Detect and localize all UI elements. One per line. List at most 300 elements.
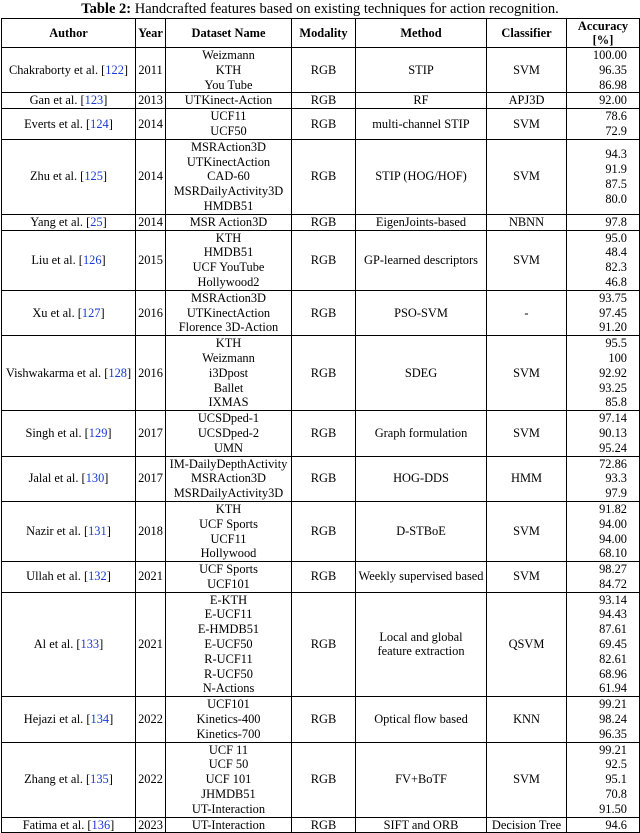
method-cell [356,742,487,817]
dataset-name: MSRAction3D [190,139,267,154]
citation-close: ] [107,425,112,440]
citation-close: ] [109,712,114,727]
dataset-name: UCSDped-1 [197,411,260,426]
dataset-name: UCF 101 [205,772,252,787]
accuracy-cell [567,592,640,697]
dataset-name: UCF101 [207,697,250,712]
dataset-name: JHMDB51 [201,787,256,802]
year-cell: 2013 [136,93,166,109]
table-row [2,139,640,214]
method-line: Optical flow based [374,712,468,727]
author-name: Zhang et al. [ [24,772,91,787]
accuracy-value: 91.50 [599,801,627,816]
author-cell [2,109,136,140]
method-cell [356,456,487,501]
method-line: Graph formulation [374,425,468,440]
classifier-cell: APJ3D [487,93,567,109]
dataset-cell [166,336,292,411]
method-cell [356,697,487,742]
year-cell: 2017 [136,456,166,501]
accuracy-value: 97.14 [599,411,627,426]
accuracy-value: 100.00 [592,48,627,62]
author-cell [2,93,136,109]
accuracy-cell [567,501,640,561]
dataset-name: MSRDailyActivity3D [173,486,284,501]
modality-cell: RGB [292,139,356,214]
dataset-name: i3Dpost [208,365,249,380]
method-cell [356,817,487,833]
accuracy-value: 72.86 [599,456,627,471]
dataset-name: KTH [215,336,242,351]
accuracy-cell [567,214,640,230]
author-cell [2,411,136,456]
dataset-name: UCF 50 [208,757,249,772]
method-line: STIP [408,62,434,77]
classifier-cell: SVM [487,336,567,411]
year-cell: 2022 [136,697,166,742]
dataset-name: MSRDailyActivity3D [173,184,284,199]
accuracy-value: 70.8 [605,787,627,802]
accuracy-cell [567,48,640,93]
dataset-name: MSR Action3D [189,214,268,229]
accuracy-value: 82.61 [599,651,627,666]
accuracy-value: 48.4 [605,245,627,260]
accuracy-value: 95.24 [599,440,627,455]
citation-link[interactable]: 134 [90,712,110,727]
year-cell: 2016 [136,336,166,411]
accuracy-value: 93.25 [599,380,627,395]
dataset-name: KTH [215,230,242,245]
method-cell [356,562,487,593]
accuracy-value: 84.72 [599,576,627,591]
accuracy-value: 92.00 [599,93,627,108]
author-name: Xu et al. [ [32,305,82,320]
citation-link[interactable]: 131 [88,524,107,539]
year-cell: 2018 [136,501,166,561]
method-cell [356,214,487,230]
author-cell [2,562,136,593]
accuracy-value: 100 [608,350,627,365]
accuracy-cell [567,139,640,214]
dataset-name: UCF Sports [199,562,258,577]
accuracy-value: 98.27 [599,562,627,577]
citation-link[interactable]: 129 [88,425,108,440]
author-name: Liu et al. [ [31,252,83,267]
dataset-name: E-HMDB51 [197,622,260,637]
method-line: multi-channel STIP [372,116,470,131]
classifier-cell: SVM [487,48,567,93]
modality-cell: RGB [292,336,356,411]
dataset-name: Ballet [213,380,244,395]
header-modality: Modality [292,19,356,48]
accuracy-value: 93.75 [599,290,627,305]
modality-cell: RGB [292,501,356,561]
table-row [2,214,640,230]
method-cell [356,93,487,109]
table-row [2,93,640,109]
author-cell [2,742,136,817]
dataset-name: HMDB51 [203,245,254,260]
dataset-name: R-UCF50 [204,666,253,681]
classifier-cell: SVM [487,742,567,817]
accuracy-value: 94.00 [599,516,627,531]
accuracy-value: 90.13 [599,425,627,440]
author-cell [2,456,136,501]
citation-close: ] [106,524,111,539]
accuracy-value: 91.20 [599,320,627,335]
dataset-name: UCSDped-2 [197,425,260,440]
year-cell: 2015 [136,230,166,290]
table-caption [0,0,640,18]
citation-link[interactable]: 127 [81,305,101,320]
dataset-cell [166,456,292,501]
citation-close: ] [108,772,113,787]
method-line: D-STBoE [396,524,446,539]
accuracy-cell [567,817,640,833]
accuracy-value: 93.3 [605,471,627,486]
dataset-name: UCF50 [210,123,247,138]
citation-link[interactable]: 128 [108,365,127,380]
modality-cell: RGB [292,290,356,335]
method-line: SDEG [404,365,438,380]
author-name: Singh et al. [ [25,425,89,440]
table-row [2,817,640,833]
citation-link[interactable]: 133 [80,637,100,652]
accuracy-cell [567,742,640,817]
year-cell: 2021 [136,562,166,593]
citation-link[interactable]: 25 [90,214,103,229]
dataset-cell [166,139,292,214]
dataset-cell [166,562,292,593]
table-row [2,48,640,93]
dataset-name: IXMAS [208,395,249,410]
author-name: Al et al. [ [33,637,81,652]
accuracy-value: 91.9 [605,161,627,176]
accuracy-value: 94.3 [605,147,627,162]
accuracy-value: 99.21 [599,742,627,757]
method-cell [356,411,487,456]
accuracy-value: 91.82 [599,501,627,516]
dataset-name: MSRAction3D [190,290,267,305]
year-cell: 2014 [136,109,166,140]
dataset-name: E-UCF11 [204,607,253,622]
accuracy-cell [567,456,640,501]
modality-cell: RGB [292,697,356,742]
dataset-name: You Tube [204,77,253,92]
accuracy-cell [567,336,640,411]
header-row [2,19,640,48]
accuracy-value: 94.43 [599,607,627,622]
author-cell [2,817,136,833]
classifier-cell: QSVM [487,592,567,697]
modality-cell: RGB [292,214,356,230]
citation-link[interactable]: 124 [90,116,109,131]
citation-close: ] [106,569,111,584]
dataset-cell [166,230,292,290]
year-cell: 2021 [136,592,166,697]
dataset-name: R-UCF11 [204,651,253,666]
citation-close: ] [102,214,107,229]
modality-cell: RGB [292,411,356,456]
author-name: Jalal et al. [ [28,471,86,486]
dataset-cell [166,592,292,697]
year-cell: 2022 [136,742,166,817]
dataset-cell [166,697,292,742]
dataset-name: UCF101 [207,576,250,591]
classifier-cell: HMM [487,456,567,501]
table-row [2,456,640,501]
author-cell [2,139,136,214]
accuracy-value: 85.8 [605,395,627,410]
accuracy-value: 92.92 [599,365,627,380]
accuracy-value: 46.8 [605,274,627,289]
dataset-name: UCF YouTube [192,260,265,275]
dataset-name: Florence 3D-Action [178,320,279,335]
modality-cell: RGB [292,456,356,501]
classifier-cell: KNN [487,697,567,742]
classifier-cell: NBNN [487,214,567,230]
accuracy-value: 96.35 [599,726,627,741]
accuracy-value: 99.21 [599,697,627,712]
modality-cell: RGB [292,742,356,817]
header-year: Year [136,19,166,48]
features-table [1,18,640,833]
method-line: GP-learned descriptors [364,252,478,267]
citation-close: ] [108,116,113,131]
accuracy-value: 68.96 [599,666,627,681]
table-row [2,742,640,817]
dataset-name: UCF11 [210,109,247,124]
classifier-cell: SVM [487,139,567,214]
dataset-name: E-UCF50 [204,637,253,652]
classifier-cell: - [487,290,567,335]
citation-link[interactable]: 132 [88,569,107,584]
dataset-name: UTKinectAction [186,305,271,320]
accuracy-cell [567,290,640,335]
method-line: RF [413,93,429,108]
dataset-cell [166,93,292,109]
author-cell [2,592,136,697]
classifier-cell: SVM [487,109,567,140]
caption-text: Handcrafted features based on existing techniques for action recognition. [131,1,559,17]
modality-cell: RGB [292,562,356,593]
dataset-name: E-KTH [209,592,248,607]
dataset-name: Hollywood2 [197,274,260,289]
author-name: Gan et al. [ [29,93,85,108]
accuracy-cell [567,562,640,593]
dataset-name: UMN [214,440,243,455]
method-line: feature extraction [377,644,465,659]
author-name: Yang et al. [ [30,214,91,229]
accuracy-value: 61.94 [599,681,627,696]
method-cell [356,290,487,335]
method-line: STIP (HOG/HOF) [375,169,467,184]
method-line: FV+BoTF [395,772,447,787]
accuracy-value: 97.8 [605,214,627,229]
dataset-name: KTH [215,501,242,516]
dataset-cell [166,742,292,817]
accuracy-value: 87.61 [599,622,627,637]
citation-link[interactable]: 122 [105,62,124,77]
citation-close: ] [102,169,108,184]
accuracy-value: 96.35 [599,62,627,77]
modality-cell: RGB [292,109,356,140]
dataset-name: N-Actions [202,681,255,696]
table-row [2,592,640,697]
classifier-cell: SVM [487,411,567,456]
dataset-name: Kinetics-400 [196,712,261,727]
dataset-name: KTH [215,62,242,77]
caption-label: Table 2: [81,1,132,17]
citation-close: ] [104,471,109,486]
citation-link[interactable]: 125 [84,169,103,184]
author-name: Chakraborty et al. [ [8,62,106,77]
accuracy-value: 93.14 [599,592,627,607]
citation-close: ] [101,252,106,267]
citation-close: ] [99,637,104,652]
accuracy-cell [567,411,640,456]
author-cell [2,336,136,411]
modality-cell: RGB [292,592,356,697]
dataset-name: MSRAction3D [190,471,267,486]
table-row [2,109,640,140]
dataset-name: Weizmann [202,48,255,62]
accuracy-value: 69.45 [599,637,627,652]
year-cell: 2014 [136,214,166,230]
header-method: Method [356,19,487,48]
author-name: Everts et al. [ [24,116,91,131]
table-row [2,290,640,335]
year-cell: 2023 [136,817,166,833]
method-line: SIFT and ORB [383,817,459,832]
accuracy-value: 97.45 [599,305,627,320]
dataset-name: UCF Sports [199,516,258,531]
table-row [2,230,640,290]
accuracy-value: 94.00 [599,531,627,546]
citation-close: ] [103,93,108,108]
author-name: Nazir et al. [ [26,524,89,539]
header-accuracy: Accuracy [%] [567,19,640,48]
accuracy-value: 95.5 [605,336,627,351]
accuracy-cell [567,230,640,290]
method-line: HOG-DDS [393,471,449,486]
accuracy-value: 95.1 [605,772,627,787]
classifier-cell: Decision Tree [487,817,567,833]
year-cell: 2017 [136,411,166,456]
classifier-cell: SVM [487,501,567,561]
accuracy-value: 95.0 [605,230,627,245]
classifier-cell: SVM [487,230,567,290]
modality-cell: RGB [292,230,356,290]
header-classifier: Classifier [487,19,567,48]
method-cell [356,592,487,697]
author-cell [2,697,136,742]
dataset-name: UT-Interaction [191,817,266,832]
accuracy-cell [567,93,640,109]
citation-close: ] [126,365,132,380]
year-cell: 2011 [136,48,166,93]
accuracy-value: 68.10 [599,546,627,561]
accuracy-value: 97.9 [605,486,627,501]
accuracy-value: 80.0 [605,191,627,206]
table-row [2,411,640,456]
year-cell: 2016 [136,290,166,335]
citation-close: ] [100,305,105,320]
accuracy-cell [567,109,640,140]
dataset-name: CAD-60 [207,169,250,184]
method-cell [356,48,487,93]
dataset-name: UTKinectAction [186,154,271,169]
accuracy-value: 86.98 [599,77,627,92]
method-cell [356,230,487,290]
accuracy-value: 78.6 [605,109,627,124]
header-author: Author [2,19,136,48]
dataset-cell [166,501,292,561]
dataset-cell [166,411,292,456]
dataset-name: Kinetics-700 [196,726,261,741]
dataset-cell [166,48,292,93]
table-row [2,697,640,742]
method-cell [356,109,487,140]
method-line: PSO-SVM [394,305,448,320]
dataset-cell [166,214,292,230]
accuracy-value: 94.6 [605,817,627,832]
year-cell: 2014 [136,139,166,214]
accuracy-value: 92.5 [605,757,627,772]
table-row [2,501,640,561]
author-cell [2,214,136,230]
citation-close: ] [110,817,115,832]
author-cell [2,290,136,335]
citation-link[interactable]: 130 [85,471,105,486]
author-cell [2,48,136,93]
dataset-name: UT-Interaction [191,801,266,816]
citation-link[interactable]: 135 [90,772,109,787]
dataset-name: UCF 11 [208,742,249,757]
author-name: Zhu et al. [ [29,169,85,184]
accuracy-value: 72.9 [605,123,627,138]
method-cell [356,336,487,411]
accuracy-value: 98.24 [599,712,627,727]
modality-cell: RGB [292,93,356,109]
author-cell [2,230,136,290]
dataset-name: Hollywood [200,546,257,561]
accuracy-cell [567,697,640,742]
dataset-name: UCF11 [210,531,247,546]
method-line: EigenJoints-based [375,214,467,229]
author-name: Fatima et al. [ [22,817,92,832]
header-dataset: Dataset Name [166,19,292,48]
dataset-cell [166,817,292,833]
citation-link[interactable]: 123 [84,93,104,108]
dataset-name: HMDB51 [203,198,254,213]
author-name: Ullah et al. [ [26,569,89,584]
citation-close: ] [123,62,129,77]
modality-cell: RGB [292,817,356,833]
classifier-cell: SVM [487,562,567,593]
dataset-cell [166,109,292,140]
method-line: Weekly supervised based [358,569,484,584]
table-row [2,336,640,411]
dataset-name: IM-DailyDepthActivity [169,456,288,471]
author-name: Vishwakarma et al. [ [5,365,109,380]
author-cell [2,501,136,561]
citation-link[interactable]: 126 [82,252,102,267]
accuracy-value: 82.3 [605,260,627,275]
dataset-name: Weizmann [202,350,255,365]
citation-link[interactable]: 136 [91,817,111,832]
method-line: Local and global [379,629,463,644]
